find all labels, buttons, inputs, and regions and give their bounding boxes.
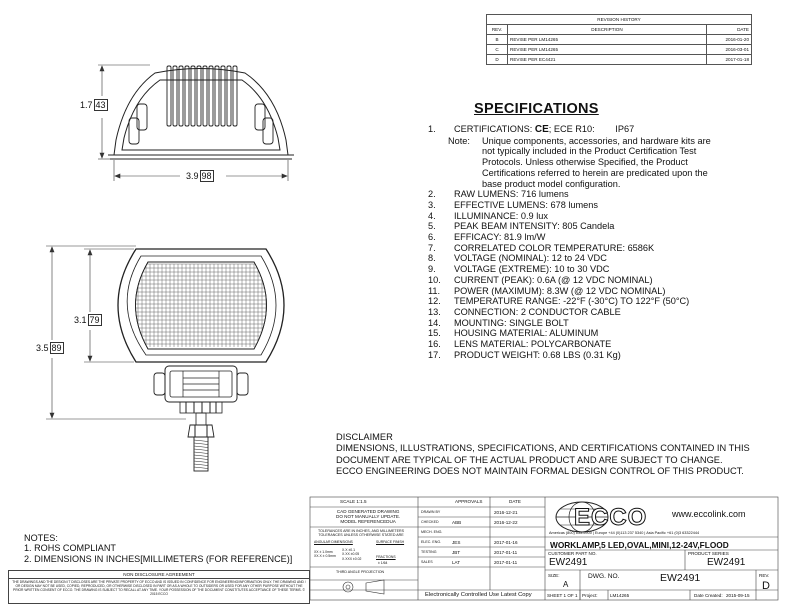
spec-item	[428, 264, 768, 275]
contacts-line: Americas (800) 635-5900 | Europe +44 (0)113 237 5340 | Asia Pacific +61 (0)3 63322444	[549, 531, 700, 535]
revision-desc: REVISE PER EC4421	[508, 55, 707, 65]
specifications-title: SPECIFICATIONS	[474, 101, 599, 117]
dim-mm-value: 43	[95, 100, 106, 110]
tolerance-note-line: TOLERANCES UNLESS OTHERWISE STATED ARE	[318, 533, 404, 538]
revision-rev: B	[487, 35, 508, 45]
spec-item	[428, 221, 768, 232]
note-line: Protocols. Unless otherwise Specified, the Product	[482, 157, 688, 168]
spec-text: PRODUCT WEIGHT: 0.68 LBS (0.31 Kg)	[454, 349, 621, 360]
date-header: DATE	[509, 499, 521, 504]
website-link[interactable]: www.eccolink.com	[672, 509, 746, 519]
approval-date: 2017-01-11	[494, 550, 518, 555]
dim-mm-value: 98	[201, 171, 212, 181]
spec-item	[428, 286, 768, 297]
revision-desc: REVISE PER LM14265	[508, 35, 707, 45]
date-created-label: Date Created:	[694, 593, 723, 598]
spec-item	[428, 318, 768, 329]
spec-number: 6.	[428, 232, 436, 243]
dim-value: 3.5	[36, 343, 49, 353]
spec-text: CONNECTION: 2 CONDUCTOR CABLE	[454, 306, 621, 317]
spec-text: PEAK BEAM INTENSITY: 805 Candela	[454, 221, 615, 232]
sheet-label: SHEET 1 OF 1	[547, 593, 578, 598]
note-label: Note:	[448, 135, 470, 146]
spec-item	[428, 253, 768, 264]
spec-note	[428, 136, 768, 147]
rev-label: REV.	[759, 573, 770, 578]
note-line: Certifications referred to herein are predicated upon the	[482, 167, 708, 178]
spec-text: ILLUMINANCE: 0.9 lux	[454, 210, 548, 221]
dim-value: 3.1	[74, 315, 87, 325]
note-line: not typically included in the Product Certification Test	[482, 146, 697, 157]
date-created-value: 2015-09-15	[726, 593, 750, 598]
customer-part-label: CUSTOMER PART NO.	[548, 551, 597, 556]
project-label: Project:	[582, 593, 598, 598]
nda-title: NON DISCLOSURE AGREEMENT	[9, 571, 309, 579]
spec-number: 11.	[428, 285, 441, 296]
projection-label: THIRD ANGLE PROJECTION	[336, 570, 385, 574]
ecco-logo	[552, 500, 662, 534]
drawing-notes	[24, 533, 292, 564]
tolerance-value: X.XX ±0.05	[342, 552, 360, 557]
approval-date: 2016-12-21	[494, 510, 518, 515]
spec-number: 12.	[428, 296, 441, 307]
spec-text: POWER (MAXIMUM): 8.3W (@ 12 VDC NOMINAL)	[454, 285, 666, 296]
revision-desc: REVISE PER LM14265	[508, 45, 707, 55]
customer-part-number: EW2491	[549, 557, 588, 568]
spec-cert-label: CERTIFICATIONS:	[454, 124, 533, 134]
disclaimer	[336, 432, 776, 478]
approval-role: ELEC. ENG.	[421, 540, 442, 544]
date-col-header: DATE	[707, 25, 752, 35]
spec-number: 3.	[428, 199, 436, 210]
spec-number: 14.	[428, 317, 441, 328]
approval-date: 2017-01-11	[494, 560, 518, 565]
tolerance-note	[318, 529, 404, 538]
tolerance-value: XX.X ± 0.5mm	[314, 554, 336, 559]
dim-width	[186, 171, 214, 181]
rev-value: D	[762, 580, 770, 592]
nda-box	[8, 570, 310, 604]
cad-note-line: CAD GENERATED DRAWING	[336, 509, 400, 514]
spec-items	[428, 189, 768, 360]
spec-number: 5.	[428, 221, 436, 232]
projection-symbol	[343, 580, 384, 594]
spec-text: CURRENT (PEAK): 0.6A (@ 12 VDC NOMINAL)	[454, 274, 653, 285]
spec-item	[428, 189, 768, 200]
spec-number: 16.	[428, 339, 441, 350]
disclaimer-line: DIMENSIONS, ILLUSTRATIONS, SPECIFICATIONS, AND CERTIFICATIONS CONTAINED IN THIS	[336, 443, 750, 454]
revision-date: 2017-01-18	[707, 55, 752, 65]
spec-text: VOLTAGE (NOMINAL): 12 to 24 VDC	[454, 253, 607, 264]
spec-text: EFFICACY: 81.9 lm/W	[454, 232, 546, 243]
dim-overall-height	[36, 343, 64, 353]
product-series-label: PRODUCT SERIES	[688, 551, 729, 556]
approval-role: SALES	[421, 560, 433, 564]
angular-label: ANGULAR DIMENSIONS	[314, 540, 353, 544]
scale-label: SCALE 1:1.5	[340, 499, 367, 504]
controlled-copy-note: Electronically Controlled Use Latest Copy	[425, 592, 532, 598]
spec-text: CORRELATED COLOR TEMPERATURE: 6586K	[454, 242, 655, 253]
spec-certifications	[428, 124, 768, 136]
description-col-header: DESCRIPTION	[508, 25, 707, 35]
side-view-drawing	[108, 66, 294, 159]
cad-note-line: DO NOT MANUALLY UPDATE.	[336, 514, 401, 519]
product-series: EW2491	[707, 557, 746, 568]
note-line: base product model configuration.	[482, 178, 621, 189]
dwg-no-label: DWG. NO.	[588, 573, 620, 580]
disclaimer-line: DOCUMENT ARE TYPICAL OF THE ACTUAL PRODUCT AND ARE SUBJECT TO CHANGE.	[336, 454, 723, 465]
spec-number: 15.	[428, 328, 441, 339]
surface-finish-label: SURFACE FINISH	[376, 540, 405, 544]
note-line: Unique components, accessories, and hardware kits are	[482, 135, 711, 146]
approval-name: ABB	[452, 520, 462, 525]
spec-number: 9.	[428, 264, 436, 275]
revision-rev: D	[487, 55, 508, 65]
cad-note	[336, 509, 400, 524]
dim-mm-value: 79	[89, 315, 100, 325]
ce-mark-icon: CE	[534, 124, 549, 135]
spec-item	[428, 200, 768, 211]
logo-text: ECCO	[574, 504, 648, 531]
side-view-dimensions	[98, 65, 288, 181]
revision-date: 2016-03-01	[707, 45, 752, 55]
front-view-drawing	[118, 249, 284, 471]
approval-role: MECH. ENG.	[421, 530, 443, 534]
dim-value: 1.7	[80, 100, 93, 110]
spec-number: 1.	[428, 124, 436, 134]
tolerance-values-a	[314, 550, 336, 559]
approval-role: CHECKED	[421, 520, 439, 524]
spec-item	[428, 350, 768, 361]
revision-date: 2016-01-20	[707, 35, 752, 45]
spec-text: TEMPERATURE RANGE: -22°F (-30°C) TO 122°F (50°C)	[454, 296, 690, 307]
cad-note-line: MODEL REFERENCEDUA	[340, 519, 396, 524]
spec-text: HOUSING MATERIAL: ALUMINUM	[454, 328, 599, 339]
revision-rev: C	[487, 45, 508, 55]
spec-text: RAW LUMENS: 716 lumens	[454, 189, 569, 200]
spec-number: 4.	[428, 210, 436, 221]
tolerance-values-b	[342, 548, 361, 561]
spec-item	[428, 275, 768, 286]
spec-text: LENS MATERIAL: POLYCARBONATE	[454, 339, 612, 350]
tolerance-value: X.XXX ±0.02	[342, 556, 362, 561]
approval-role: DRAWN BY	[421, 510, 441, 514]
approval-name: JBT	[452, 550, 461, 555]
dim-value: 3.9	[186, 171, 199, 181]
nda-text: THE DRAWINGS AND THE DESIGN IT DISCLOSES ARE THE PRIVATE PROPERTY OF ECCO AND IS ISSUED IN CONFIDENCE FOR ENGINEERING/INFORMATION ONLY. THE DRAWING AND / OR DESIGN MAY NOT BE USED, COPIED, REPRODUCED, OR OTHERWISE DISCLOSED IN PART OR AS A WHOLE TO OUTSIDERS OR USED FOR ANY OTHER PURPOSE WITHOUT THE PRIOR WRITTEN CONSENT OF ECCO. THE DRAWING IS SUBJECT TO RECALL AT ANY TIME. YOUR POSSESSION OF THE DOCUMENT CONSTITUTES ACCEPTANCE OF THESE TERMS. © 2015 ECCO	[12, 580, 306, 596]
spec-item	[428, 307, 768, 318]
approval-role: TESTING	[421, 550, 437, 554]
tolerance-value: XX ± 1.0mm	[314, 550, 333, 554]
spec-number: 10.	[428, 274, 441, 285]
dwg-number: EW2491	[660, 572, 701, 584]
approvals-header: APPROVALS	[455, 499, 483, 504]
size-label: SIZE:	[548, 573, 560, 578]
spec-item	[428, 296, 768, 307]
note-item: 2. DIMENSIONS IN INCHES[MILLIMETERS (FOR REFERENCE)]	[24, 553, 293, 564]
spec-cert-ip: IP67	[615, 124, 635, 134]
notes-title: NOTES:	[24, 533, 58, 543]
product-title: WORKLAMP,5 LED,OVAL,MINI,12-24V,FLOOD	[550, 540, 729, 550]
approval-name: LAT	[452, 560, 461, 565]
fractions-label: FRACTIONS	[376, 555, 396, 559]
fractions-value: ± 1/64	[378, 561, 388, 565]
tolerance-note-line: TOLERANCES ARE IN INCHES, AND MILLIMETERS	[318, 529, 405, 533]
specifications-list	[428, 124, 768, 360]
spec-number: 7.	[428, 242, 436, 253]
revision-title: REVISION HISTORY	[487, 15, 752, 25]
spec-number: 17.	[428, 349, 441, 360]
spec-item	[428, 339, 768, 350]
spec-number: 13.	[428, 306, 441, 317]
note-item: 1. ROHS COMPLIANT	[24, 543, 116, 554]
spec-number: 2.	[428, 189, 436, 200]
spec-item	[428, 232, 768, 243]
spec-item	[428, 243, 768, 254]
approval-date: 2016-12-22	[494, 520, 518, 525]
disclaimer-line: ECCO ENGINEERING DOES NOT MAINTAIN FORMAL DESIGN CONTROL OF THIS PRODUCT.	[336, 466, 744, 477]
tolerance-value: X.X ±0.1	[342, 548, 355, 552]
spec-text: MOUNTING: SINGLE BOLT	[454, 317, 569, 328]
dim-height-top	[80, 100, 108, 110]
spec-item	[428, 211, 768, 222]
spec-text: VOLTAGE (EXTREME): 10 to 30 VDC	[454, 264, 610, 275]
spec-cert-rest: ; ECE R10:	[548, 124, 595, 134]
project-value: LM14265	[610, 593, 630, 598]
size-value: A	[563, 580, 569, 589]
spec-number: 8.	[428, 253, 436, 264]
dim-lens-height	[74, 315, 102, 325]
approval-date: 2017-01-16	[494, 540, 518, 545]
spec-item	[428, 328, 768, 339]
disclaimer-title: DISCLAIMER	[336, 432, 393, 442]
spec-text: EFFECTIVE LUMENS: 678 lumens	[454, 199, 598, 210]
rev-col-header: REV.	[487, 25, 508, 35]
dim-mm-value: 89	[51, 343, 62, 353]
approval-name: JES	[452, 540, 461, 545]
